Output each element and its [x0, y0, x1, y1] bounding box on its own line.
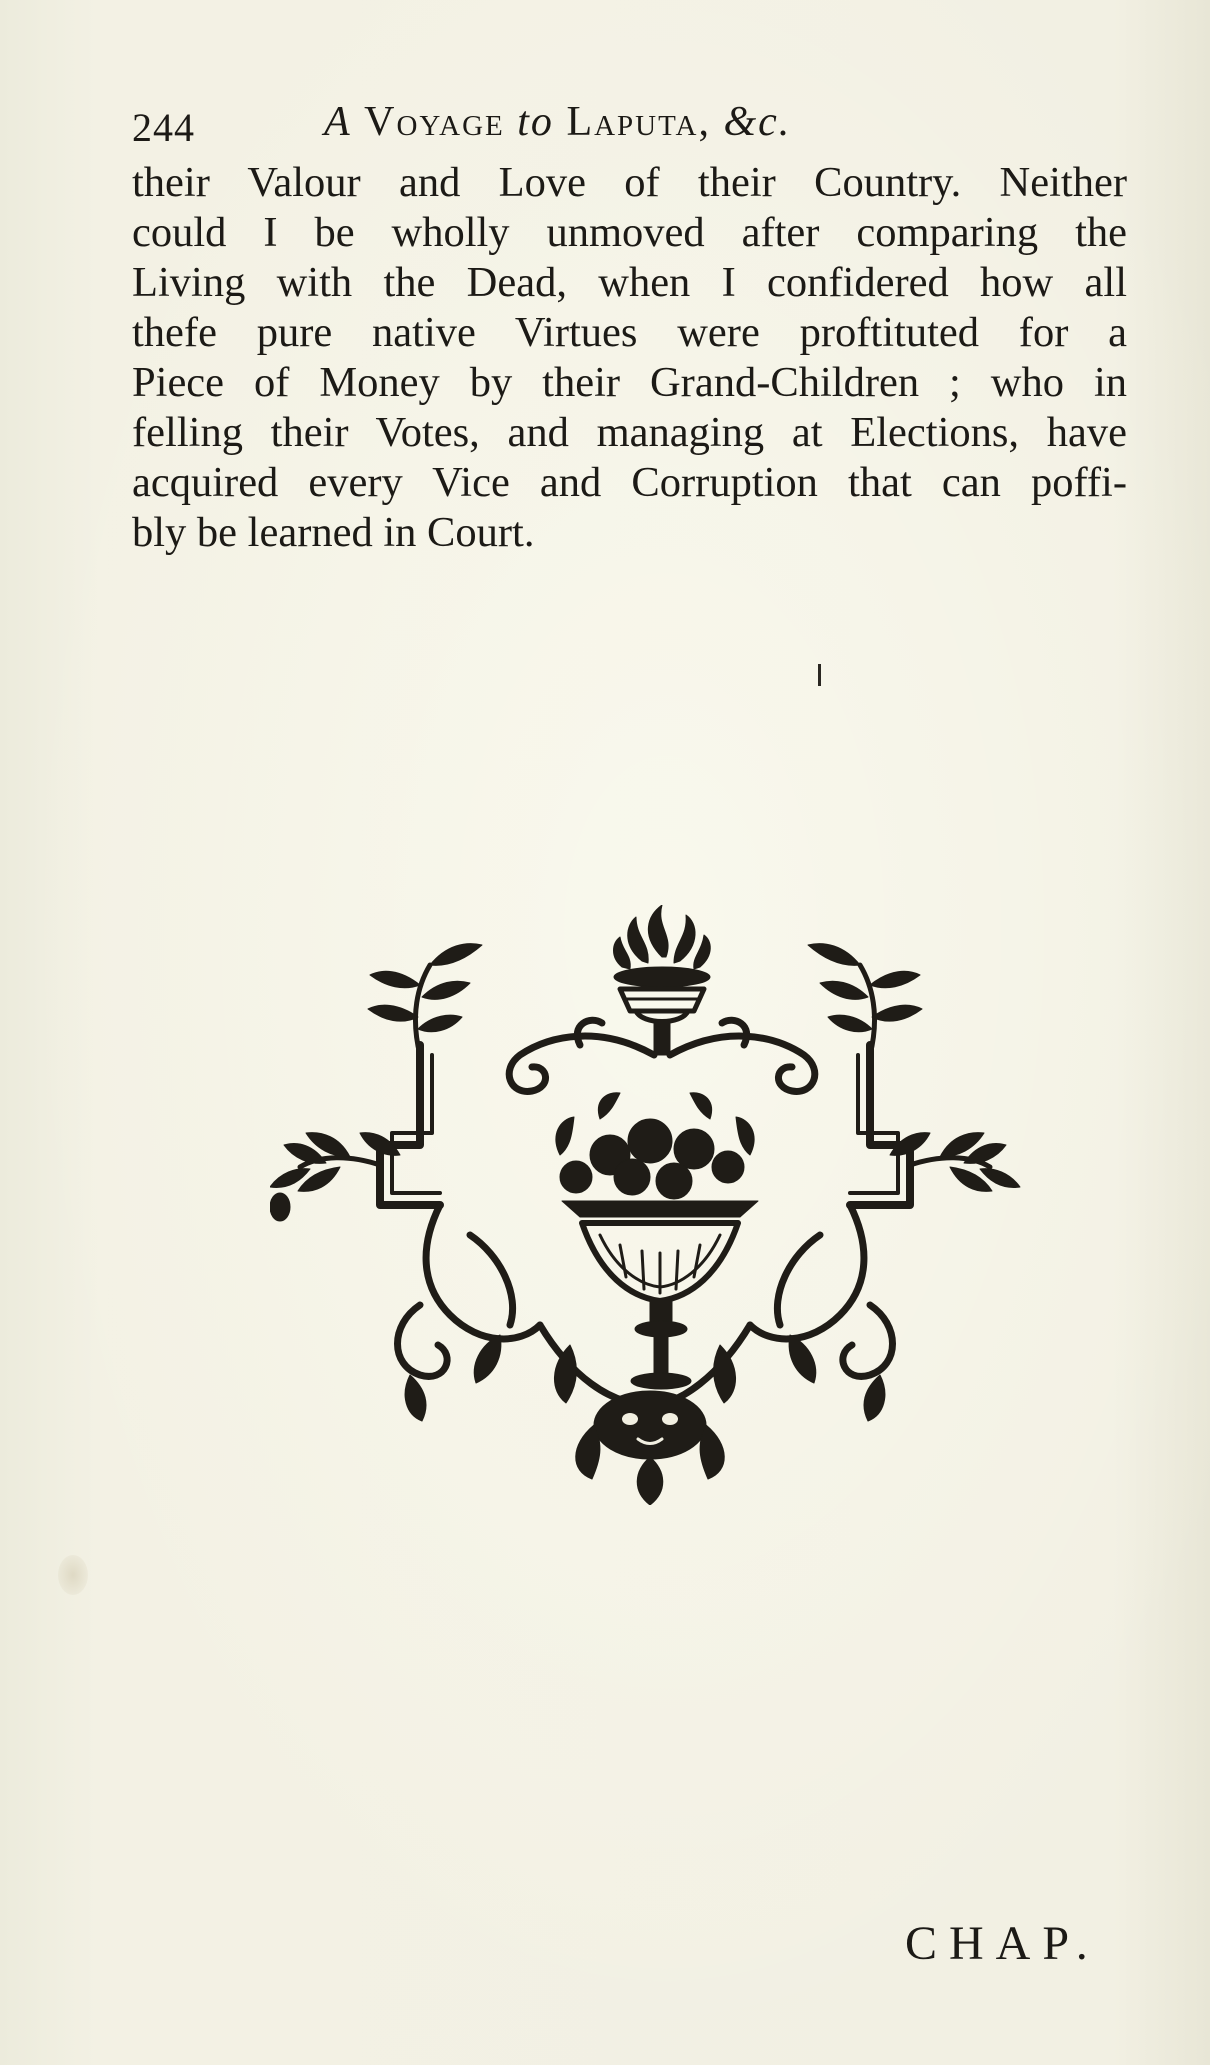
body-paragraph: [132, 158, 1127, 558]
running-title-to: to: [517, 99, 554, 145]
paper-stain: [58, 1555, 88, 1595]
running-title-article: A: [324, 99, 352, 145]
page-number: 244: [132, 105, 195, 150]
text-line-last: bly be learned in Court.: [132, 509, 535, 556]
running-title-laputa: Laputa,: [566, 99, 711, 145]
text-line: thefe pure native Virtues were proftituted for a: [132, 309, 1127, 356]
text-line: felling their Votes, and managing at Elections, have: [132, 409, 1127, 456]
text-line: their Valour and Love of their Country. Neither: [132, 159, 1127, 206]
text-line: Living with the Dead, when I confidered how all: [132, 259, 1127, 306]
catchword: CHAP.: [905, 1917, 1100, 1970]
text-line: could I be wholly unmoved after comparing the: [132, 209, 1127, 256]
running-title-etc: &c.: [723, 99, 792, 145]
running-title: [324, 98, 791, 146]
running-header: [132, 98, 1122, 158]
text-line: Piece of Money by their Grand-Children ; who in: [132, 359, 1127, 406]
stray-ink-mark: [818, 664, 821, 686]
floral-urn-tailpiece-icon: [270, 905, 1030, 1505]
running-title-voyage: Voyage: [364, 99, 505, 145]
text-line: acquired every Vice and Corruption that can poffi-: [132, 459, 1127, 506]
torch-flame-icon: [614, 905, 711, 1055]
